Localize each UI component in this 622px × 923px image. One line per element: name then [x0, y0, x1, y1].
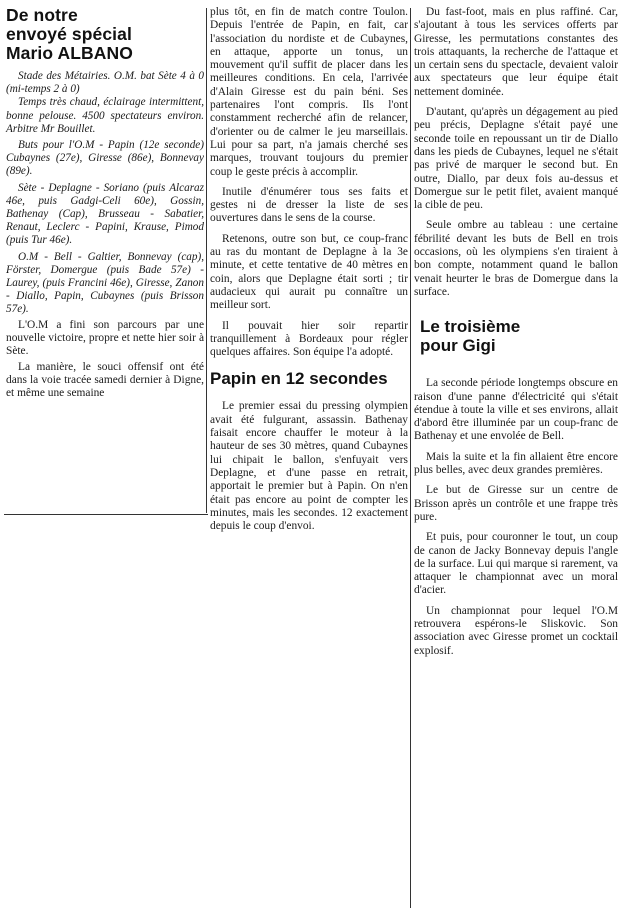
paragraph: L'O.M a fini son parcours par une nouvelle victoire, propre et nette hier soir à Sète.	[6, 318, 204, 358]
article-headline	[6, 6, 204, 63]
paragraph: D'autant, qu'après un dégagement au pied peu précis, Deplagne s'était payé une seconde toile en repoussant un tir de Diallo dans les pieds de Cubaynes, lequel ne s'était pas privé de marquer le second but. En outre, Diallo, par deux fois au-dessus et Domergue sur le petit filet, avaient manqué la cible de peu.	[414, 106, 618, 212]
headline-line-3: Mario ALBANO	[6, 43, 133, 63]
info-lineup-sete: Sète - Deplagne - Soriano (puis Alcaraz 46e, puis Gadgi-Celi 60e), Gossin, Bathenay (Cap), Brusseau - Sabatier, Renaut, Leclerc - Papini, Krause, Pimod (puis Tur 46e).	[6, 181, 204, 247]
paragraph: Le premier essai du pressing olympien avait été fulgurant, assassin. Bathenay faisait encore chauffer le moteur à la hauteur de ses 30 mètres, quand Cubaynes lui chipait le ballon, s'enfuyait vers Deplagne, et d'une passe en retrait, apportait le premier but à Papin. On n'en était pas encore au point de compter les minutes, mais les secondes. 12 exactement depuis le coup d'envoi.	[210, 400, 408, 533]
paragraph: Le but de Giresse sur un centre de Brisson après un contrôle et une frappe très pure.	[414, 484, 618, 523]
subheading-gigi	[414, 317, 618, 355]
paragraph: La manière, le souci offensif ont été dans la voie tracée samedi dernier à Digne, et même une semaine	[6, 360, 204, 400]
headline-line-1: De notre	[6, 5, 78, 25]
headline-line-2: envoyé spécial	[6, 24, 132, 44]
column-rule	[206, 8, 207, 513]
paragraph: plus tôt, en fin de match contre Toulon. Depuis l'entrée de Papin, en fait, car l'association du nordiste et de Cubaynes, en attaque, apporte un tonus, un mouvement qu'il suffit de placer dans les meilleures conditions. En cela, l'arrivée d'Alain Giresse est du pain béni. Ses partenaires l'ont compris. Ils l'ont constamment recherché afin de relancer, d'orienter ou de calmer le jeu marseillais. Lui pour sa part, n'a jamais cherché ses marques, trouvant toujours du premier coup le geste précis à accomplir.	[210, 6, 408, 178]
paragraph: Inutile d'énumérer tous ses faits et gestes ni de dresser la liste de ses ouvertures dans le sens de la course.	[210, 185, 408, 225]
paragraph: La seconde période longtemps obscure en raison d'une panne d'électricité qui s'était étendue à toute la ville et ses environs, allait d'abord être illuminée par un coup-franc de Bathenay et une envolée de Bell.	[414, 377, 618, 443]
paragraph: Et puis, pour couronner le tout, un coup de canon de Jacky Bonnevay depuis l'angle de la surface. Lui qui marque si rarement, va attaquer le championnat avec un moral d'acier.	[414, 531, 618, 597]
info-weather: Temps très chaud, éclairage intermittent, bonne pelouse. 4500 spectateurs environ. Arbitre Mr Bouillet.	[6, 96, 204, 135]
paragraph: Il pouvait hier soir repartir tranquillement à Bordeaux pour régler quelques affaires. Son équipe l'a adopté.	[210, 319, 408, 359]
paragraph: Mais la suite et la fin allaient être encore plus belles, avec deux grandes premières.	[414, 450, 618, 477]
info-stadium: Stade des Métairies. O.M. bat Sète 4 à 0 (mi-temps 2 à 0)	[6, 70, 204, 96]
match-info-box	[6, 70, 204, 317]
subheading-gigi-line-1: Le troisième	[420, 317, 521, 337]
subheading-gigi-line-2: pour Gigi	[420, 336, 496, 356]
column-1	[6, 6, 204, 400]
column-2	[210, 6, 408, 533]
column-3	[414, 6, 618, 658]
info-goals: Buts pour l'O.M - Papin (12e seconde) Cubaynes (27e), Giresse (86e), Bonnevay (89e).	[6, 139, 204, 178]
paragraph: Du fast-foot, mais en plus raffiné. Car, s'ajoutant à tous les services offerts par Giresse, les permutations constantes des trois attaquants, la recherche de l'attaque et un certain sens du spectacle, devaient valoir aux spectateurs que leur équipe était nettement dominée.	[414, 6, 618, 98]
paragraph: Seule ombre au tableau : une certaine fébrilité devant les buts de Bell en trois occasions, où les olympiens s'en tiraient à bon compte, notamment quand le ballon venait heurter le bras de Domergue dans la surface.	[414, 219, 618, 298]
column-rule	[410, 8, 411, 908]
section-rule	[4, 514, 208, 515]
subheading-papin: Papin en 12 secondes	[210, 369, 388, 389]
info-lineup-om: O.M - Bell - Galtier, Bonnevay (cap), Förster, Domergue (puis Bade 57e) - Laurey, (puis Francini 46e), Giresse, Zanon - Diallo, Papin, Cubaynes (puis Brisson 57e).	[6, 250, 204, 316]
paragraph: Un championnat pour lequel l'O.M retrouvera espérons-le Sliskovic. Son association avec Giresse promet un cocktail explosif.	[414, 604, 618, 657]
paragraph: Retenons, outre son but, ce coup-franc au ras du montant de Deplagne à la 3e minute, et cette tentative de 40 mètres en coin, alors que Deplagne était sorti ; tir audacieux qui aurait pu connaître un meilleur sort.	[210, 232, 408, 312]
